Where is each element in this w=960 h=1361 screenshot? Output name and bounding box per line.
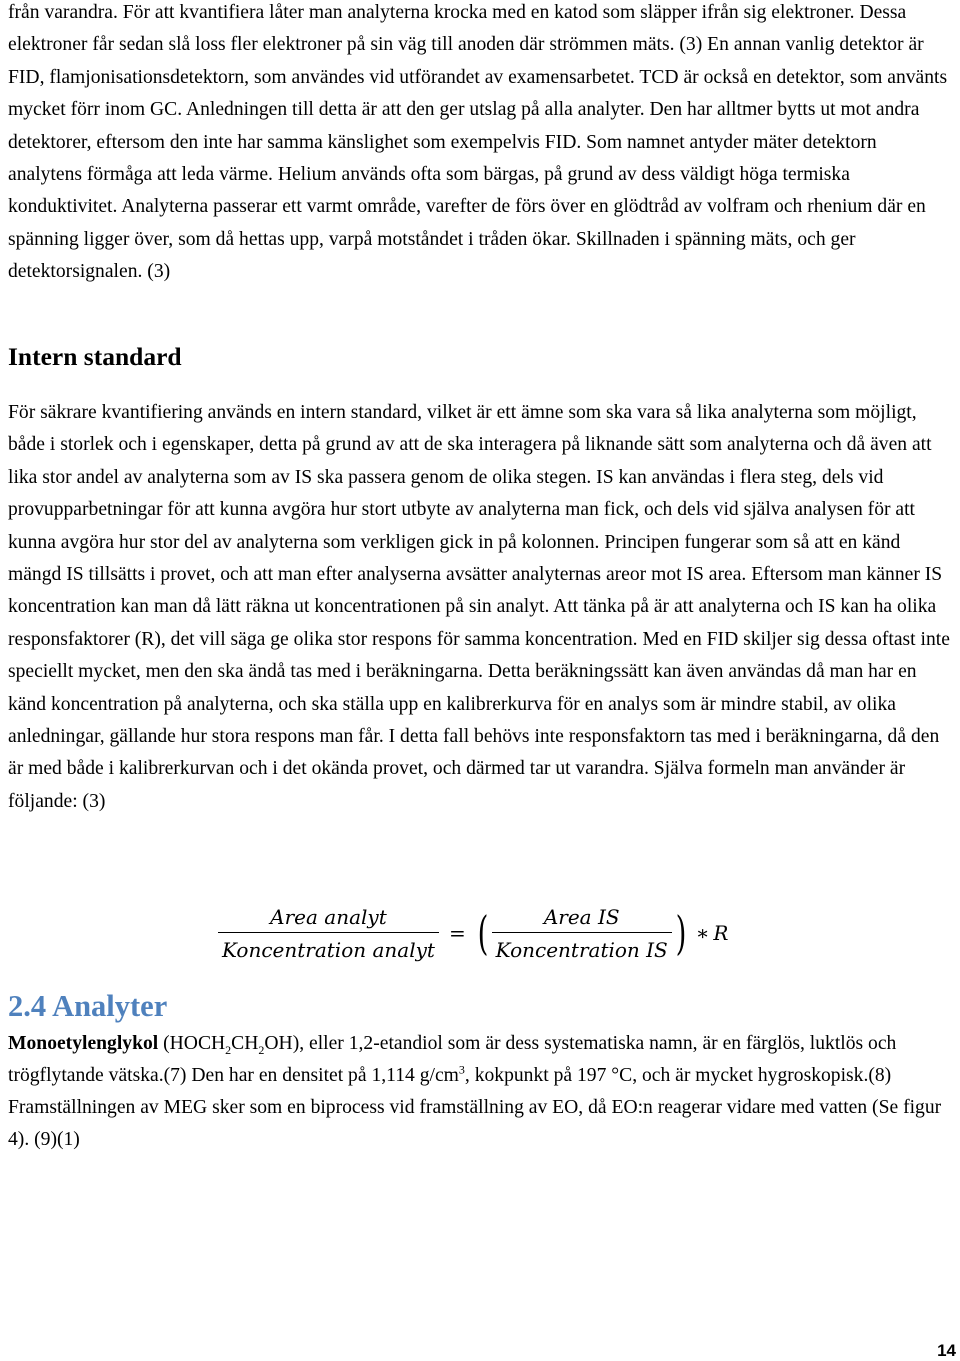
term-monoetylenglykol: Monoetylenglykol: [8, 1033, 159, 1054]
text-end: , kokpunkt på 197 °C, och är mycket hygroskopisk.(8) Framställningen av MEG sker som en biprocess vid framställning av EO, då EO:n reagerar vidare med vatten (Se figur 4). (9)(1): [8, 1065, 942, 1150]
left-fraction: [218, 902, 439, 965]
right-numerator: Area IS: [543, 904, 620, 929]
close-parenthesis: ): [675, 906, 687, 960]
heading-intern-standard: Intern standard: [8, 342, 182, 371]
body-paragraph-intern-standard: För säkrare kvantifiering används en intern standard, vilket är ett ämne som ska vara så lika analyterna som möjligt, både i storlek och i egenskaper, detta på grund av att de ska interagera på liknande sätt som analyterna och då även att lika stor andel av analyterna som av IS ska passera genom de olika stegen. IS kan användas i flera steg, dels vid provupparbetningar för att kunna avgöra hur stort utbyte av analyterna man fick, och dels vid själva analysen för att kunna avgöra hur stor del av analyterna som verkligen gick in på kolonnen. Principen fungerar som så att en känd mängd IS tillsätts i provet, och att man efter analyserna avsätter analyternas areor mot IS area. Eftersom man känner IS koncentration kan man då lätt räkna ut koncentrationen på sin analyt. Att tänka på är att analyterna och IS kan ha olika responsfaktorer (R), det vill säga ge olika stor respons för samma koncentration. Med en FID skiljer sig dessa oftast inte speciellt mycket, men den ska ändå tas med i beräkningarna. Detta beräkningssätt kan även användas då man har en känd koncentration på analyterna, och ska ställa upp en kalibrerkurva för en analys som är mindre stabil, av olika anledningar, gällande hur stora respons man får. I detta fall behövs inte responsfaktorn tas med i beräkningarna, då den är med både i kalibrerkurvan och i det okända provet, och därmed tar ut varandra. Själva formeln man använder är följande: (3): [8, 402, 950, 812]
formula-prefix: (HOCH: [158, 1033, 226, 1054]
heading-analyter: 2.4 Analyter: [8, 989, 168, 1023]
open-parenthesis: (: [477, 906, 489, 960]
subscript-2a: 2: [225, 1042, 232, 1057]
page-number: 14: [937, 1341, 956, 1360]
text-after-formula: OH), eller 1,2-etandiol som är dess systematiska namn, är en färglös, luktlös och trögflytande vätska.(7) Den har en densitet på 1,114 g/cm: [8, 1033, 897, 1086]
response-factor-formula: [218, 898, 728, 968]
body-paragraph-analyter: [8, 1028, 954, 1156]
body-paragraph-detectors: från varandra. För att kvantifiera låter man analyterna krocka med en katod som släpper ifrån sig elektroner. Dessa elektroner får sedan slå loss fler elektroner på sin väg till anoden där strömmen mäts. (3) En annan vanlig detektor är FID, flamjonisationsdetektorn, som användes vid utförandet av examensarbetet. TCD är också en detektor, som använts mycket förr inom GC. Anledningen till detta är att den ger utslag på alla analyter. Den har alltmer bytts ut mot andra detektorer, eftersom den inte har samma känslighet som exempelvis FID. Som namnet antyder mäter detektorn analytens förmåga att leda värme. Helium används ofta som bärgas, på grund av dess väldigt höga termiska konduktivitet. Analyterna passerar ett varmt område, varefter de förs över en glödtråd av volfram och rhenium där en spänning ligger över, som då hettas upp, varpå motståndet i tråden ökar. Skillnaden i spänning mäts, och ger detektorsignalen. (3): [8, 2, 948, 283]
superscript-3: 3: [458, 1062, 465, 1077]
right-fraction: [492, 902, 672, 965]
formula-mid: CH: [231, 1033, 259, 1054]
response-factor-r: R: [713, 921, 729, 945]
multiply-operator: ∗: [695, 921, 710, 945]
left-numerator: Area analyt: [270, 904, 387, 929]
equals-sign: =: [448, 921, 466, 945]
right-denominator: Koncentration IS: [492, 932, 672, 965]
left-denominator: Koncentration analyt: [218, 932, 439, 965]
subscript-2b: 2: [258, 1042, 265, 1057]
